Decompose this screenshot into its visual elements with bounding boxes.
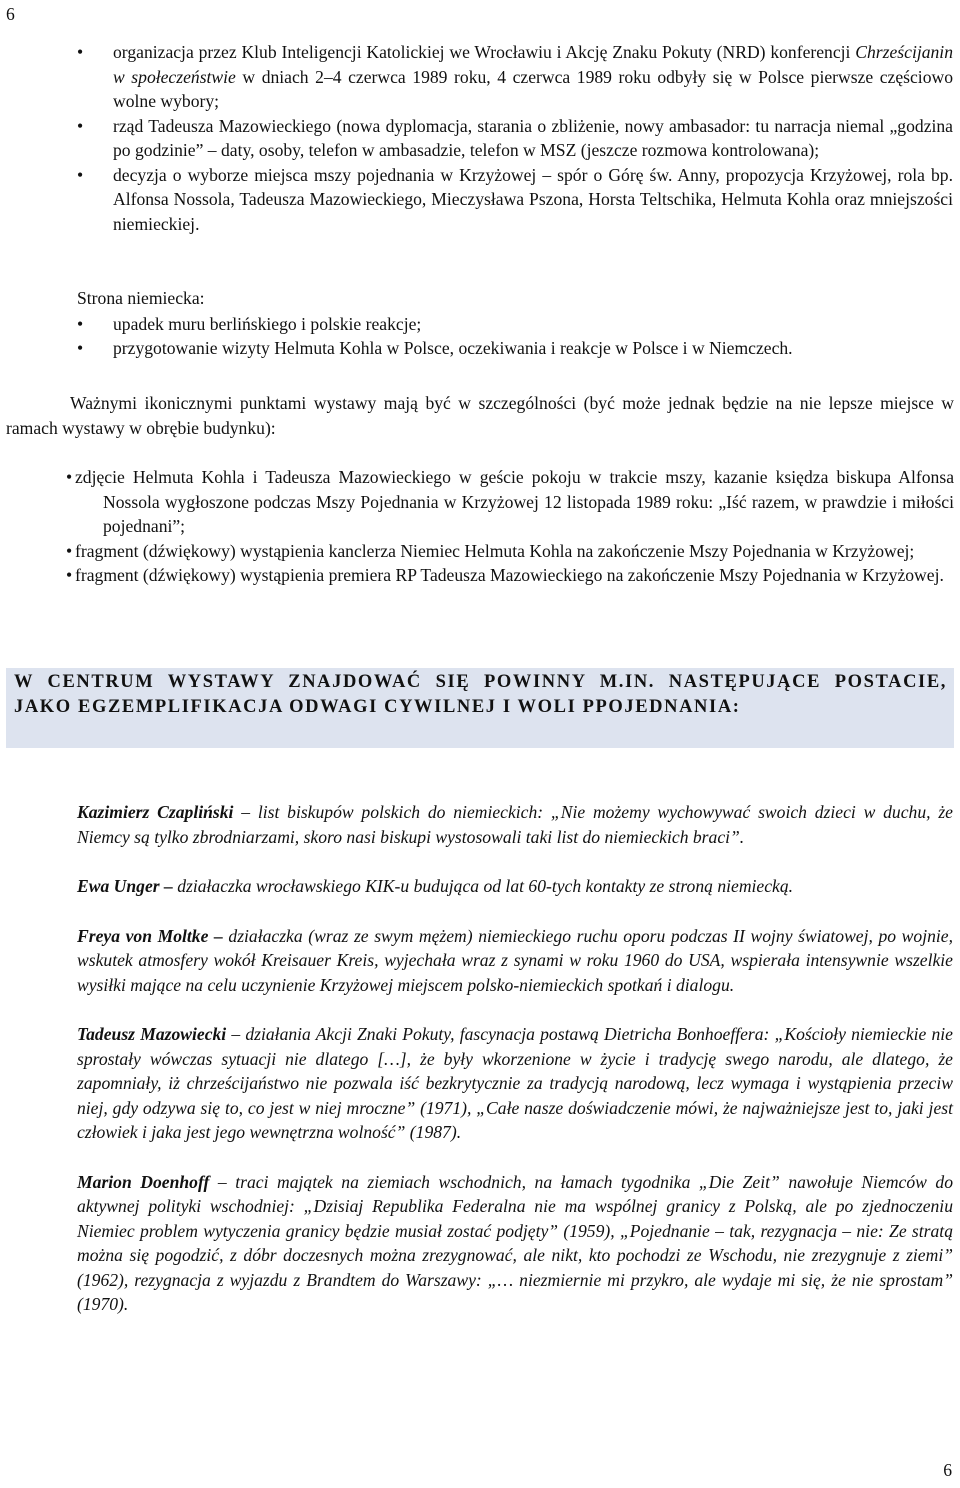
list-item: • upadek muru berlińskiego i polskie reakcje; bbox=[77, 312, 953, 337]
person-entry: Tadeusz Mazowiecki – działania Akcji Znaki Pokuty, fascynacja postawą Dietricha Bonhoeffera: „Kościoły niemieckie nie sprostały wówczas sytuacji nie dlatego […], że były wkorzenione w życie i tradycję swego narodu, ale dlatego, że zapomniały, iż chrześcijaństwo nie pozwala iść bezkrytycznie za tradycją narodową, lecz wymaga i wystąpienia przeciw niej, gdy odzywa się to, co jest w niej mroczne” (1971), „Całe nasze doświadczenie mówi, że najważniejsze jest to, jaki jest człowiek i jaka jest jego wewnętrzna wolność” (1987). bbox=[77, 1024, 953, 1142]
list-item: • rząd Tadeusza Mazowieckiego (nowa dyplomacja, starania o zbliżenie, nowy ambasador: tu narracja niemal „godzina po godzinie” – daty, osoby, telefon w ambasadzie, telefon w MSZ (jeszcze rozmowa kontrolowana); bbox=[77, 114, 953, 163]
bullet-list-events bbox=[77, 40, 953, 236]
banner-heading: W CENTRUM WYSTAWY ZNAJDOWAĆ SIĘ POWINNY M.IN. NASTĘPUJĄCE POSTACIE, JAKO EGZEMPLIFIKACJA ODWAGI CYWILNEJ I WOLI PPOJEDNANIA: bbox=[14, 672, 947, 717]
german-side-section bbox=[77, 286, 953, 361]
intro-paragraph: Ważnymi ikonicznymi punktami wystawy mają być w szczególności (być może jednak będzie na nie lepsze miejsce w ramach wystawy w obrębie budynku): bbox=[6, 393, 954, 438]
list-item: • decyzja o wyborze miejsca mszy pojednania w Krzyżowej – spór o Górę św. Anny, propozycja Krzyżowej, rola bp. Alfonsa Nossola, Tadeusza Mazowieckiego, Mieczysława Pszona, Horsta Teltschika, Helmuta Kohla oraz mniejszości niemieckiej. bbox=[77, 163, 953, 237]
list-item: • zdjęcie Helmuta Kohla i Tadeusza Mazowieckiego w geście pokoju w trakcie mszy, kazanie księdza biskupa Alfonsa Nossola wygłoszone podczas Mszy Pojednania w Krzyżowej 12 listopada 1989 roku: „Iść razem, w prawdzie i miłości pojednani”; bbox=[66, 465, 954, 539]
person-entry: Kazimierz Czapliński – list biskupów polskich do niemieckich: „Nie możemy wychowywać swoich dzieci w duchu, że Niemcy są tylko zbrodniarzami, skoro nasi biskupi wystosowali taki list do niemieckich braci”. bbox=[77, 802, 953, 847]
section-heading: Strona niemiecka: bbox=[77, 288, 205, 308]
bullet-list-icons bbox=[66, 465, 954, 588]
person-entry: Ewa Unger – działaczka wrocławskiego KIK-u budująca od lat 60-tych kontakty ze stroną niemiecką. bbox=[77, 876, 794, 896]
persons-list bbox=[77, 800, 953, 1342]
list-item: • fragment (dźwiękowy) wystąpienia premiera RP Tadeusza Mazowieckiego na zakończenie Mszy Pojednania w Krzyżowej. bbox=[66, 563, 954, 588]
person-entry: Freya von Moltke – działaczka (wraz ze swym mężem) niemieckiego ruchu oporu podczas II wojny światowej, po wojnie, wskutek atmosfery wokół Kreisauer Kreis, wyjechała wraz z synami w roku 1960 do USA, wspierała intensywnie wszelkie wysiłki mające na celu uczynienie Krzyżowej miejscem polsko-niemieckich spotkań i dialogu. bbox=[77, 925, 953, 995]
list-item: • fragment (dźwiękowy) wystąpienia kanclerza Niemiec Helmuta Kohla na zakończenie Mszy Pojednania w Krzyżowej; bbox=[66, 539, 954, 564]
list-item: • przygotowanie wizyty Helmuta Kohla w Polsce, oczekiwania i reakcje w Polsce i w Niemczech. bbox=[77, 336, 953, 361]
person-entry: Marion Doenhoff – traci majątek na ziemiach wschodnich, na łamach tygodnika „Die Zeit” nawołuje Niemców do aktywnej polityki wschodniej: „Dzisiaj Republika Federalna nie ma wspólnej granicy z Polską, ale po zjednoczeniu Niemiec problem wytyczenia granicy będzie musiał zostać podjęty” (1959), „Pojednanie – tak, rezygnacja – nie: Ze stratą można się pogodzić, z dóbr doczesnych można zrezygnować, ale nikt, kto pochodzi ze Wschodu, nie zrezygnuje z ziemi” (1962), rezygnacja z wyjazdu z Brandtem do Warszawy: „… niezmiernie mi przykro, ale wydaje mi się, że nie sprostam” (1970). bbox=[77, 1171, 954, 1314]
section-banner bbox=[6, 668, 954, 748]
page-number-bottom: 6 bbox=[943, 1460, 952, 1480]
page-number-top: 6 bbox=[6, 4, 15, 24]
list-item: • organizacja przez Klub Inteligencji Katolickiej we Wrocławiu i Akcję Znaku Pokuty (NRD) konferencji Chrześcijanin w społeczeństwie w dniach 2–4 czerwca 1989 roku, 4 czerwca 1989 roku odbyły się w Polsce pierwsze częściowo wolne wybory; bbox=[77, 40, 953, 114]
